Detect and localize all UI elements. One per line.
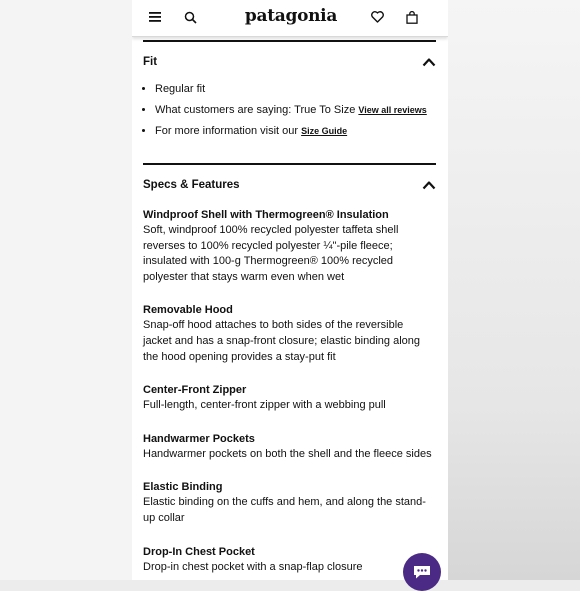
chat-bubble-icon <box>412 564 432 580</box>
background-right <box>448 0 580 580</box>
spec-item <box>143 544 433 576</box>
fit-list <box>143 80 445 143</box>
shopping-bag-icon[interactable] <box>403 8 421 26</box>
fit-section-title: Fit <box>143 56 158 68</box>
list-item: • Regular fit <box>155 80 445 101</box>
spec-description: Snap-off hood attaches to both sides of the reversible jacket and has a snap-front closure; elastic binding along the hood opening provides a stay-put fit <box>143 319 421 363</box>
product-page <box>132 0 448 580</box>
spec-description: Handwarmer pockets on both the shell and the fleece sides <box>143 447 432 460</box>
chevron-up-icon[interactable] <box>422 180 436 190</box>
spec-item <box>143 431 433 463</box>
heart-icon[interactable] <box>368 8 386 26</box>
search-icon[interactable] <box>181 8 199 26</box>
background-left <box>0 0 132 580</box>
hamburger-menu-icon[interactable] <box>146 8 164 26</box>
chat-button[interactable] <box>403 553 441 591</box>
spec-item <box>143 207 433 285</box>
chevron-up-icon[interactable] <box>422 57 436 67</box>
size-guide-link[interactable]: Size Guide <box>301 126 348 136</box>
spec-description: Full-length, center-front zipper with a webbing pull <box>143 399 386 412</box>
spec-description: Soft, windproof 100% recycled polyester taffeta shell reverses to 100% recycled polyester ¼"-pile fleece; insulated with 100-g Thermogreen® 100% recycled polyester that stays warm even when wet <box>143 224 399 283</box>
view-all-reviews-link[interactable]: View all reviews <box>358 105 427 115</box>
spec-title: Removable Hood <box>143 304 233 317</box>
spec-description: Drop-in chest pocket with a snap-flap closure <box>143 560 363 573</box>
spec-item <box>143 382 433 414</box>
spec-item <box>143 302 433 365</box>
specs-list <box>143 207 433 580</box>
list-item: • For more information visit our Size Guide <box>155 122 445 143</box>
spec-title: Drop-In Chest Pocket <box>143 545 255 558</box>
specs-section-title: Specs & Features <box>143 179 240 191</box>
spec-item <box>143 479 433 526</box>
section-divider <box>143 40 436 42</box>
spec-title: Windproof Shell with Thermogreen® Insulation <box>143 209 389 221</box>
spec-title: Handwarmer Pockets <box>143 432 255 445</box>
brand-logo[interactable]: patagonia <box>244 6 338 26</box>
spec-description: Elastic binding on the cuffs and hem, and along the stand-up collar <box>143 496 426 524</box>
top-navigation-bar <box>132 0 448 37</box>
list-item: • What customers are saying: True To Size View all reviews <box>155 101 445 122</box>
spec-title: Elastic Binding <box>143 481 223 494</box>
specs-section-header[interactable] <box>143 175 436 195</box>
fit-section-header[interactable] <box>143 52 436 72</box>
spec-title: Center-Front Zipper <box>143 384 247 397</box>
section-divider <box>143 163 436 165</box>
